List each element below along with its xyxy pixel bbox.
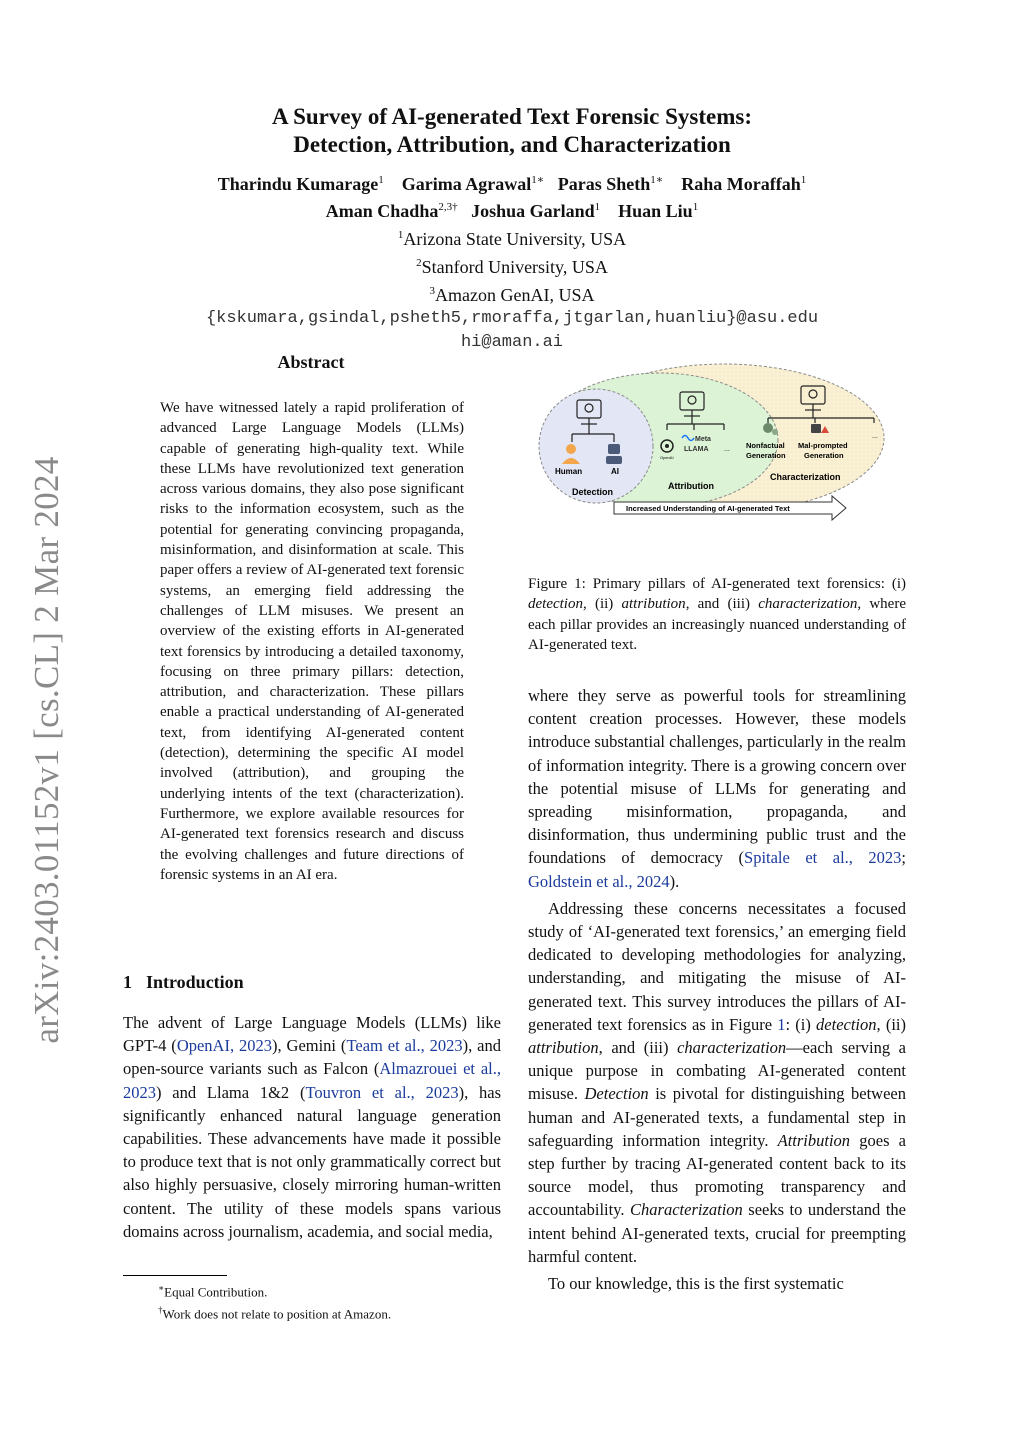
italic-term: attribution: [621, 596, 686, 613]
text-run: goes a step further by tracing AI-generated content back to its source model, thus promoting transparency and accountability.: [528, 1130, 906, 1220]
affiliation: $^3$Amazon GenAI, USA: [429, 285, 595, 305]
label-arrow: Increased Understanding of AI-generated Text: [626, 504, 790, 513]
title-line-1: A Survey of AI-generated Text Forensic Systems:: [272, 104, 752, 129]
text-run: seeks to understand the intent behind AI-generated texts, crucial for preempting harmful content.: [528, 1200, 906, 1266]
text-run: , (ii): [582, 596, 622, 613]
section-heading-introduction: [123, 972, 244, 993]
text-run: where they serve as powerful tools for streamlining content creation processes. However, these models introduce substantial challenges, particularly in the realm of information integrity. There is a growing concern over the potential misuse of LLMs for generating and spreading misinformation, propaganda, and disinformation, thus undermining public trust and the foundations of democracy (: [528, 686, 906, 868]
title-block: [100, 103, 924, 355]
affiliation: $^1$Arizona State University, USA: [397, 229, 627, 249]
text-run: , where each pillar provides an increasingly nuanced understanding of AI-generated text.: [528, 596, 906, 653]
text-run: ), has significantly enhanced natural language generation capabilities. These advancements have made it possible to produce text that is not only grammatically correct but also highly persuasive, closely mirroring human-written content. The utility of these models spans various domains across journalism, academia, and social media,: [123, 1082, 501, 1241]
text-run: ).: [669, 871, 680, 891]
figure-1-caption: [528, 574, 906, 655]
author: Aman Chadha$^{2,3\dagger}$: [325, 201, 458, 221]
label-llama: LLAMA: [684, 446, 709, 453]
text-run: , and (iii): [598, 1038, 678, 1058]
italic-term: attribution: [528, 1038, 599, 1058]
italic-term: detection: [528, 596, 583, 613]
text-run: is pivotal for distinguishing between human and AI-generated texts, a fundamental step in safeguarding information integrity.: [528, 1084, 906, 1150]
label-attribution: Attribution: [668, 481, 714, 491]
author: Tharindu Kumarage$^1$: [217, 174, 384, 194]
label-openai: OpenAI: [660, 455, 674, 460]
intro-paragraph: [123, 1011, 501, 1243]
citation-link[interactable]: 1: [777, 1014, 786, 1034]
author: Paras Sheth$^{1∗}$: [557, 174, 664, 194]
text-run: To our knowledge, this is the first systematic: [548, 1274, 844, 1294]
citation-link[interactable]: Team et al., 2023: [346, 1036, 463, 1056]
section-title: Introduction: [146, 972, 244, 992]
text-run: , and (iii): [685, 596, 759, 613]
footnote: †Work does not relate to position at Amazon.: [158, 1305, 392, 1322]
author: Huan Liu$^1$: [618, 201, 699, 221]
text-run: ;: [901, 848, 906, 868]
affiliation: $^2$Stanford University, USA: [416, 257, 608, 277]
arxiv-id-text: arXiv:2403.01152v1 [cs.CL] 2 Mar 2024: [27, 456, 66, 1044]
italic-term: Detection: [584, 1084, 649, 1104]
paragraph: [528, 1272, 906, 1295]
ellipsis: ...: [724, 446, 730, 453]
paragraph: [528, 684, 906, 893]
label-meta: Meta: [695, 436, 711, 443]
ellipsis: ...: [872, 433, 878, 440]
citation-link[interactable]: Almazrouei et al., 2023: [123, 1059, 501, 1102]
paragraph: [528, 897, 906, 1268]
text-run: Addressing these concerns necessitates a focused study of ‘AI-generated text forensics,’ an emerging field dedicated to developing methodologies for analyzing, understanding, and mitigating the misuse of AI-generated text. This survey introduces the pillars of AI-generated text forensics as in Figure: [528, 898, 906, 1034]
text-run: ) and Llama 1&2 (: [156, 1082, 306, 1102]
label-nonfactual-generation: Generation: [746, 451, 786, 460]
figure-1-pillars-diagram: [534, 362, 888, 534]
text-run: Figure 1: Primary pillars of AI-generated text forensics: (i): [528, 576, 906, 592]
author: Raha Moraffah$^1$: [681, 174, 807, 194]
label-ai: AI: [611, 467, 619, 476]
italic-term: Characterization: [630, 1200, 743, 1220]
label-detection: Detection: [572, 487, 614, 497]
detection-region: [539, 389, 653, 503]
title-line-2: Detection, Attribution, and Characterization: [293, 132, 731, 157]
abstract-heading: Abstract: [277, 352, 345, 372]
citation-link[interactable]: OpenAI, 2023: [176, 1036, 272, 1056]
text-run: : (i): [785, 1014, 817, 1034]
footnotes: [158, 1279, 391, 1324]
italic-term: characterization: [677, 1038, 787, 1058]
paper-title: [100, 103, 924, 159]
label-malprompted: Mal-prompted: [798, 441, 848, 450]
footnote-rule: [123, 1275, 227, 1276]
citation-link[interactable]: Goldstein et al., 2024: [528, 871, 670, 891]
footnote: ∗Equal Contribution.: [158, 1283, 268, 1300]
citation-link[interactable]: Spitale et al., 2023: [744, 848, 902, 868]
author-list: [100, 169, 924, 223]
text-run: —each serving a unique purpose in combating AI-generated content misuse.: [528, 1038, 906, 1104]
italic-term: detection: [816, 1014, 877, 1034]
arxiv-identifier: [22, 455, 72, 1045]
section-number: 1: [123, 972, 132, 992]
label-malprompted-generation: Generation: [804, 451, 844, 460]
right-column-text: [528, 684, 906, 1295]
citation-link[interactable]: Touvron et al., 2023: [305, 1082, 459, 1102]
text-run: The advent of Large Language Models (LLMs) like GPT-4 (: [123, 1013, 501, 1056]
author-email-secondary: hi@aman.ai: [460, 333, 564, 352]
italic-term: characterization: [758, 596, 858, 613]
label-human: Human: [555, 467, 583, 476]
abstract-text: We have witnessed lately a rapid proliferation of advanced Large Language Models (LLMs) capable of generating high-quality text. While these LLMs have revolutionized text generation across various domains, they also pose significant risks to the information ecosystem, such as the potential for generating convincing propaganda, misinformation, and disinformation at scale. This paper offers a review of AI-generated text forensic systems, an emerging field addressing the challenges of LLM misuses. We present an overview of the existing efforts in AI-generated text forensics by introducing a detailed taxonomy, focusing on three primary pillars: detection, attribution, and characterization. These pillars enable a practical understanding of AI-generated text, from identifying AI-generated content (detection), determining the specific AI model involved (attribution), and grouping the underlying intents of the text (characterization). Furthermore, we explore available resources for AI-generated text forensics research and discuss the evolving challenges and future directions of forensic systems in an AI era.: [160, 400, 464, 883]
italic-term: Attribution: [777, 1130, 851, 1150]
author-emails: {kskumara,gsindal,psheth5,rmoraffa,jtgarlan,huanliu}@asu.edu: [205, 309, 819, 328]
label-characterization: Characterization: [770, 472, 841, 482]
text-run: , (ii): [876, 1014, 906, 1034]
author: Joshua Garland$^1$: [471, 201, 601, 221]
text-run: ), and open-source variants such as Falcon (: [123, 1036, 501, 1079]
author: Garima Agrawal$^{1∗}$: [401, 174, 545, 194]
text-run: ), Gemini (: [272, 1036, 347, 1056]
label-nonfactual: Nonfactual: [746, 441, 785, 450]
